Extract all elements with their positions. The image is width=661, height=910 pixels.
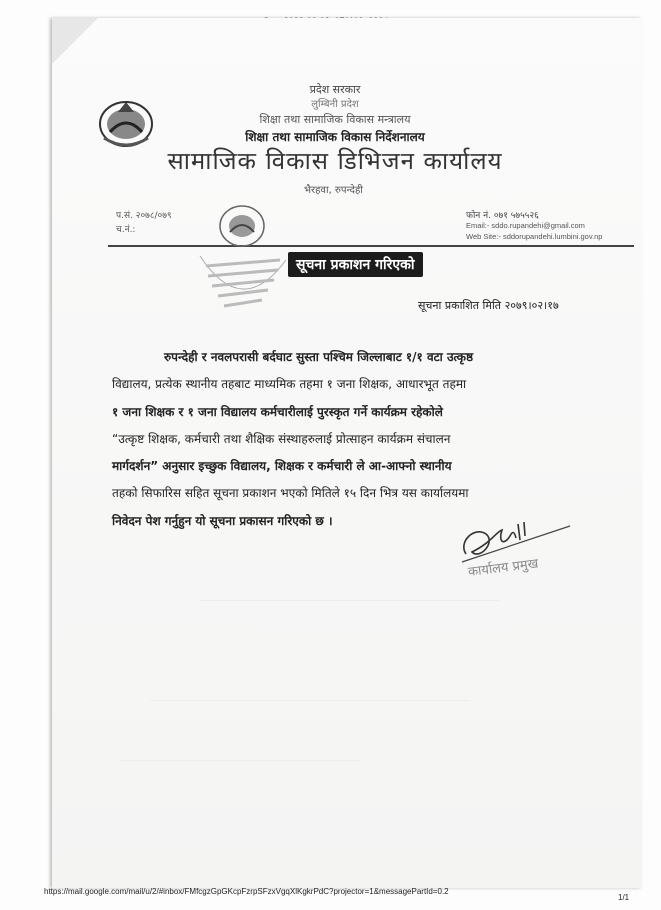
reference-number: प.सं. २०७८/०७९	[116, 211, 172, 221]
notice-body	[112, 344, 592, 535]
office-title: सामाजिक विकास डिभिजन कार्यालय	[167, 147, 503, 175]
publish-date: सूचना प्रकाशित मिति २०७९।०२।१७	[418, 299, 559, 312]
notice-line: निवेदन पेश गर्नुहुन यो सूचना प्रकासन गरिएको छ ।	[112, 513, 333, 528]
email-address: Email:- sddo.rupandehi@gmail.com	[466, 221, 585, 230]
notice-line: १ जना शिक्षक र १ जना विद्यालय कर्मचारीलाई पुरस्कृत गर्ने कार्यक्रम रहेकोले	[112, 404, 443, 419]
phone-number: फोन नं. ०७१ ५७५५२६	[466, 211, 539, 221]
government-label: प्रदेश सरकार	[309, 83, 361, 96]
bleed-through-mark	[150, 700, 470, 701]
office-seal-icon	[194, 190, 290, 320]
dispatch-number: च.नं.:	[116, 225, 136, 235]
bleed-through-mark	[120, 760, 360, 761]
ministry-label: शिक्षा तथा सामाजिक विकास मन्त्रालय	[259, 113, 411, 126]
notice-line: रुपन्देही र नवलपरासी बर्दघाट सुस्ता पश्चिम जिल्लाबाट १/१ वटा उत्कृष्ठ	[164, 350, 474, 364]
header-divider	[108, 245, 634, 247]
folded-corner	[52, 18, 98, 64]
office-location: भैरहवा, रुपन्देही	[304, 185, 363, 196]
source-url: https://mail.google.com/mail/u/2/#inbox/FMfcgzGpGKcpFzrpSFzxVgqXlKgkrPdC?projector=1&messagePartId=0.2	[44, 887, 449, 896]
website-address: Web Site:- sddorupandehi.lumbini.gov.np	[466, 232, 603, 241]
notice-line: मार्गदर्शन” अनुसार इच्छुक विद्यालय, शिक्षक र कर्मचारी ले आ-आफ्नो स्थानीय	[112, 459, 452, 474]
bleed-through-mark	[200, 600, 500, 601]
notice-line: विद्यालय, प्रत्येक स्थानीय तहबाट माध्यमिक तहमा १ जना शिक्षक, आधारभूत तहमा	[112, 377, 467, 392]
notice-line: तहको सिफारिस सहित सूचना प्रकाशन भएको मितिले १५ दिन भित्र यस कार्यालयमा	[112, 486, 469, 501]
notice-heading: सूचना प्रकाशन गरिएको	[288, 252, 423, 277]
directorate-label: शिक्षा तथा सामाजिक विकास निर्देशनालय	[245, 130, 425, 144]
signatory-title: कार्यालय प्रमुख	[467, 556, 540, 580]
notice-line: “उत्कृष्ट शिक्षक, कर्मचारी तथा शैक्षिक संस्थाहरुलाई प्रोत्साहन कार्यक्रम संचालन	[112, 431, 451, 446]
province-label: लुम्बिनी प्रदेश	[311, 99, 359, 110]
page-indicator: 1/1	[618, 893, 630, 902]
